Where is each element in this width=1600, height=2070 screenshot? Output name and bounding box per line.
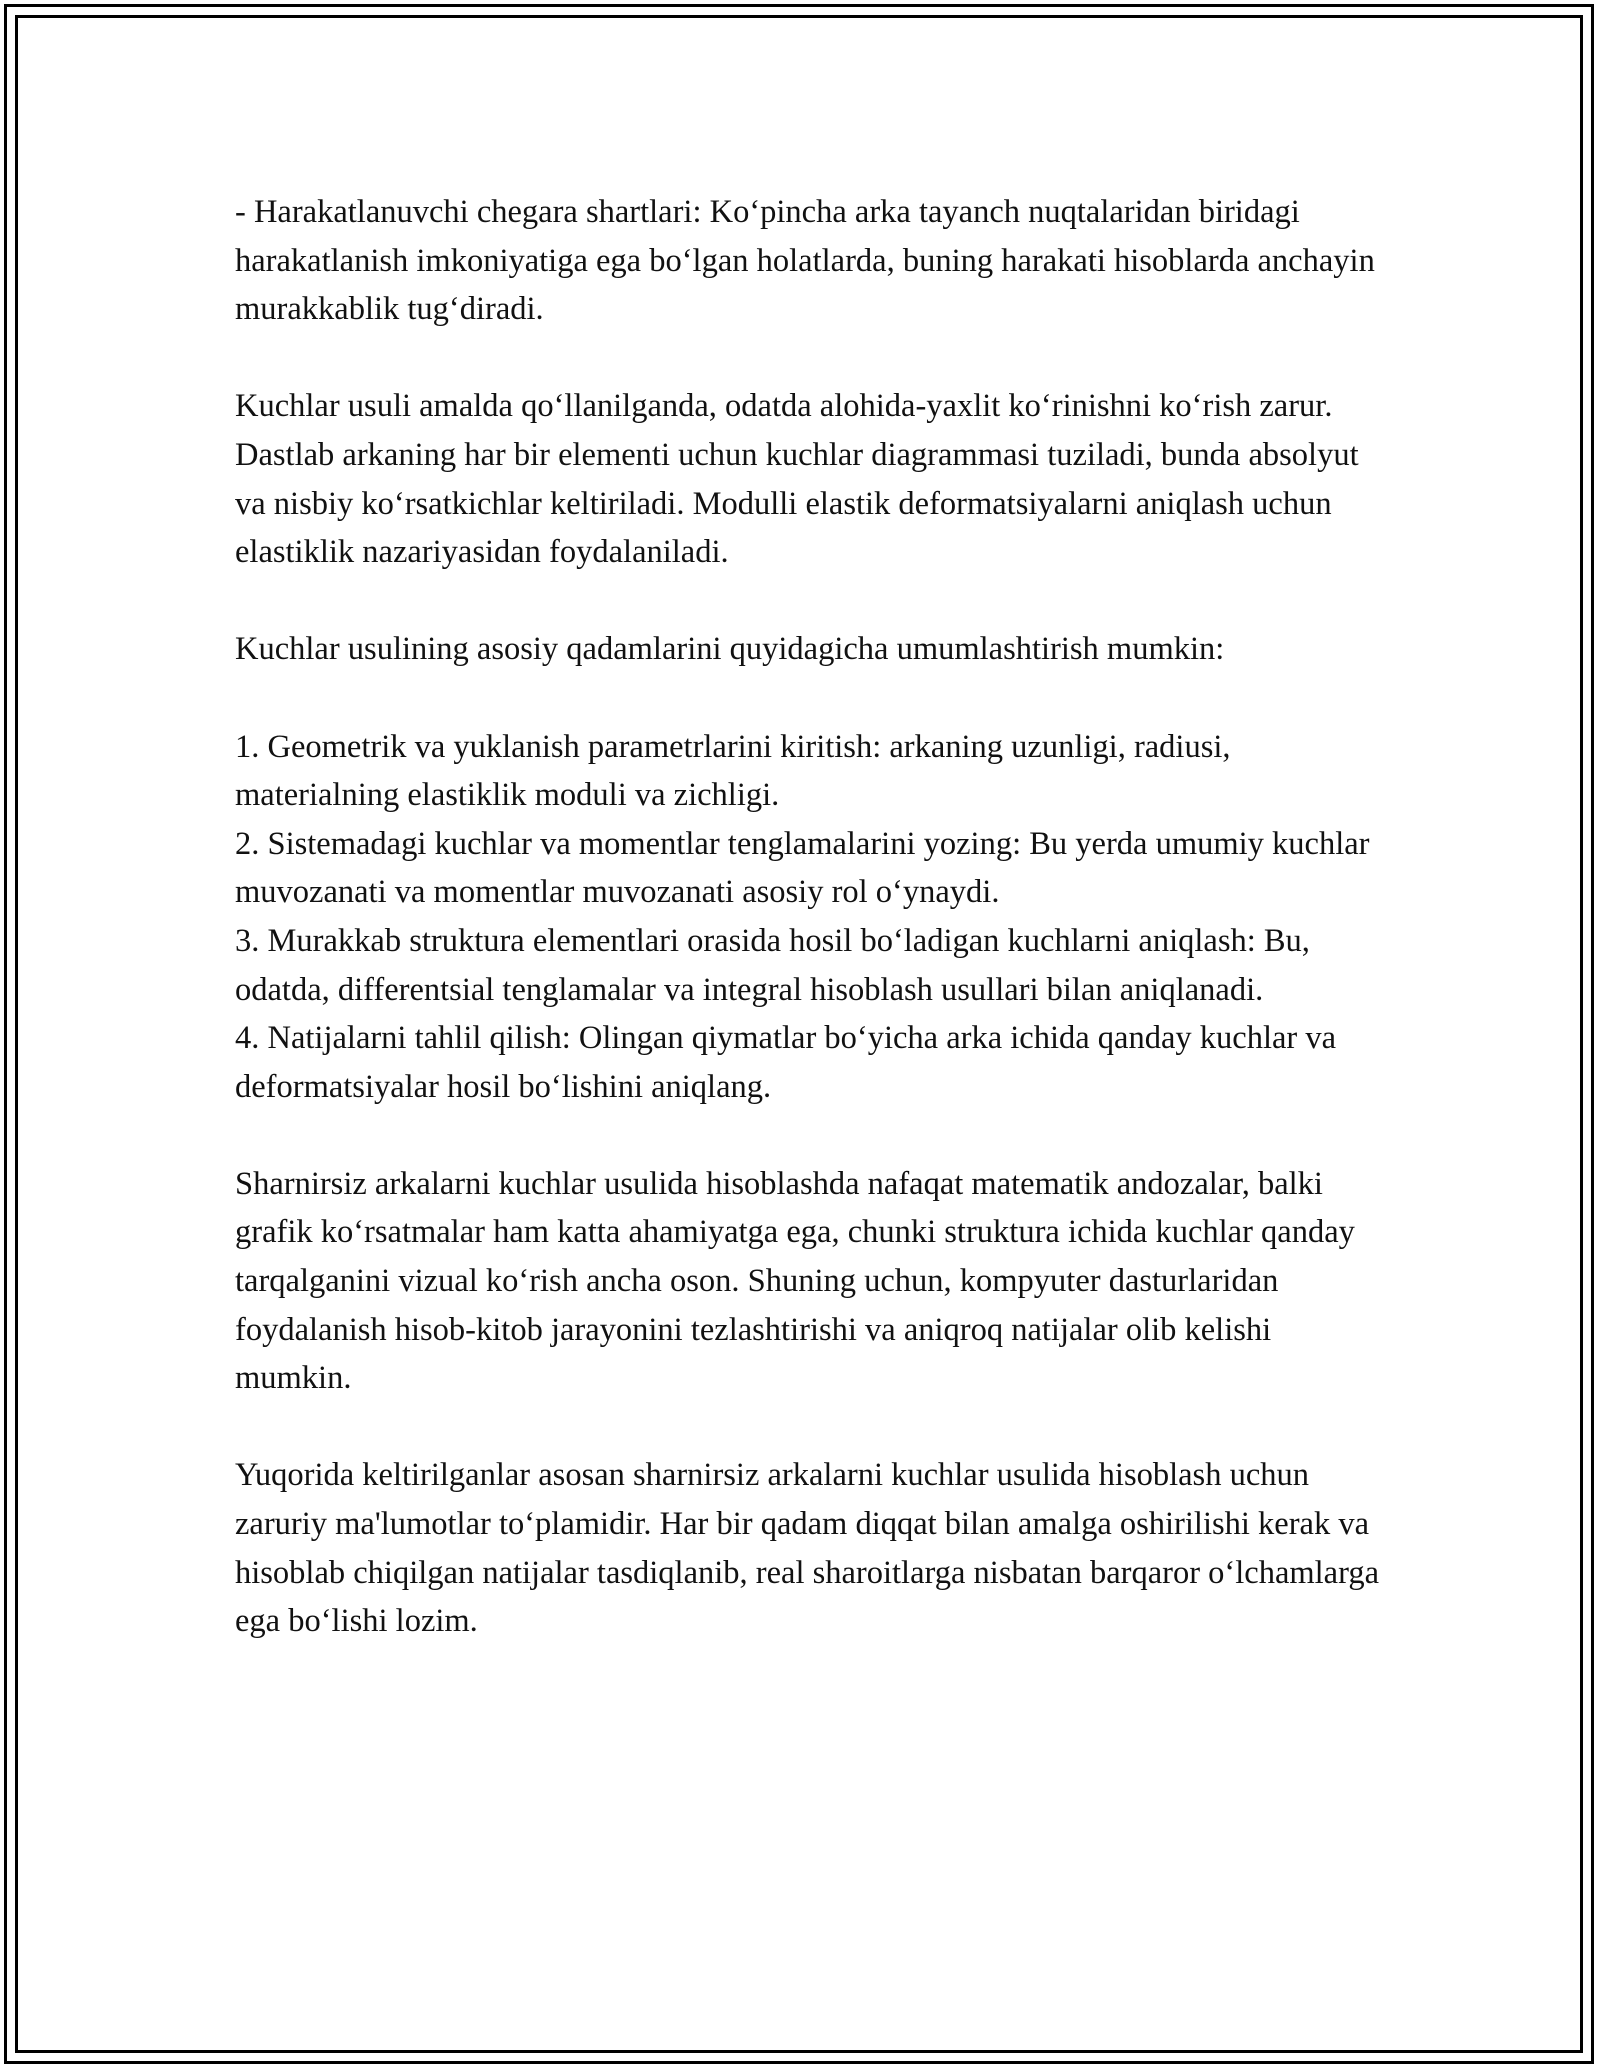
document-body [235,188,1390,1694]
paragraph-conclusion: Yuqorida keltirilganlar asosan sharnirsiz arkalarni kuchlar usulida hisoblash uchun zaruriy ma'lumotlar to‘plamidir. Har bir qadam diqqat bilan amalga oshirilishi kerak va hisoblab chiqilgan natijalar tasdiqlanib, real sharoitlarga nisbatan barqaror o‘lchamlarga ega bo‘lishi lozim. [235,1457,1380,1640]
paragraph-moving-boundary: - Harakatlanuvchi chegara shartlari: Ko‘pincha arka tayanch nuqtalaridan biridagi harakatlanish imkoniyatiga ega bo‘lgan holatlarda, buning harakati hisoblarda anchayin murakkablik tug‘diradi. [235,194,1375,328]
list-item: 1. Geometrik va yuklanish parametrlarini kiritish: arkaning uzunligi, radiusi, materialning elastiklik moduli va zichligi. [235,728,1231,814]
list-item: 3. Murakkab struktura elementlari orasida hosil bo‘ladigan kuchlarni aniqlash: Bu, odatda, differentsial tenglamalar va integral hisoblash usullari bilan aniqlanadi. [235,922,1310,1008]
paragraph-steps-intro: Kuchlar usulining asosiy qadamlarini quyidagicha umumlashtirish mumkin: [235,631,1225,668]
steps-list [235,723,1390,1112]
paragraph-force-method-practice: Kuchlar usuli amalda qo‘llanilganda, odatda alohida-yaxlit ko‘rinishni ko‘rish zarur. Dastlab arkaning har bir elementi uchun kuchlar diagrammasi tuziladi, bunda absolyut va nisbiy ko‘rsatkichlar keltiriladi. Modulli elastik deformatsiyalarni aniqlash uchun elastiklik nazariyasidan foydalaniladi. [235,388,1359,571]
list-item: 4. Natijalarni tahlil qilish: Olingan qiymatlar bo‘yicha arka ichida qanday kuchlar va deformatsiyalar hosil bo‘lishini aniqlang. [235,1020,1337,1105]
paragraph-graphical-methods: Sharnirsiz arkalarni kuchlar usulida hisoblashda nafaqat matematik andozalar, balki grafik ko‘rsatmalar ham katta ahamiyatga ega, chunki struktura ichida kuchlar qanday tarqalganini vizual ko‘rish ancha oson. Shuning uchun, kompyuter dasturlaridan foydalanish hisob-kitob jarayonini tezlashtirishi va aniqroq natijalar olib kelishi mumkin. [235,1165,1355,1397]
list-item: 2. Sistemadagi kuchlar va momentlar tenglamalarini yozing: Bu yerda umumiy kuchlar muvozanati va momentlar muvozanati asosiy rol o‘ynaydi. [235,825,1370,911]
